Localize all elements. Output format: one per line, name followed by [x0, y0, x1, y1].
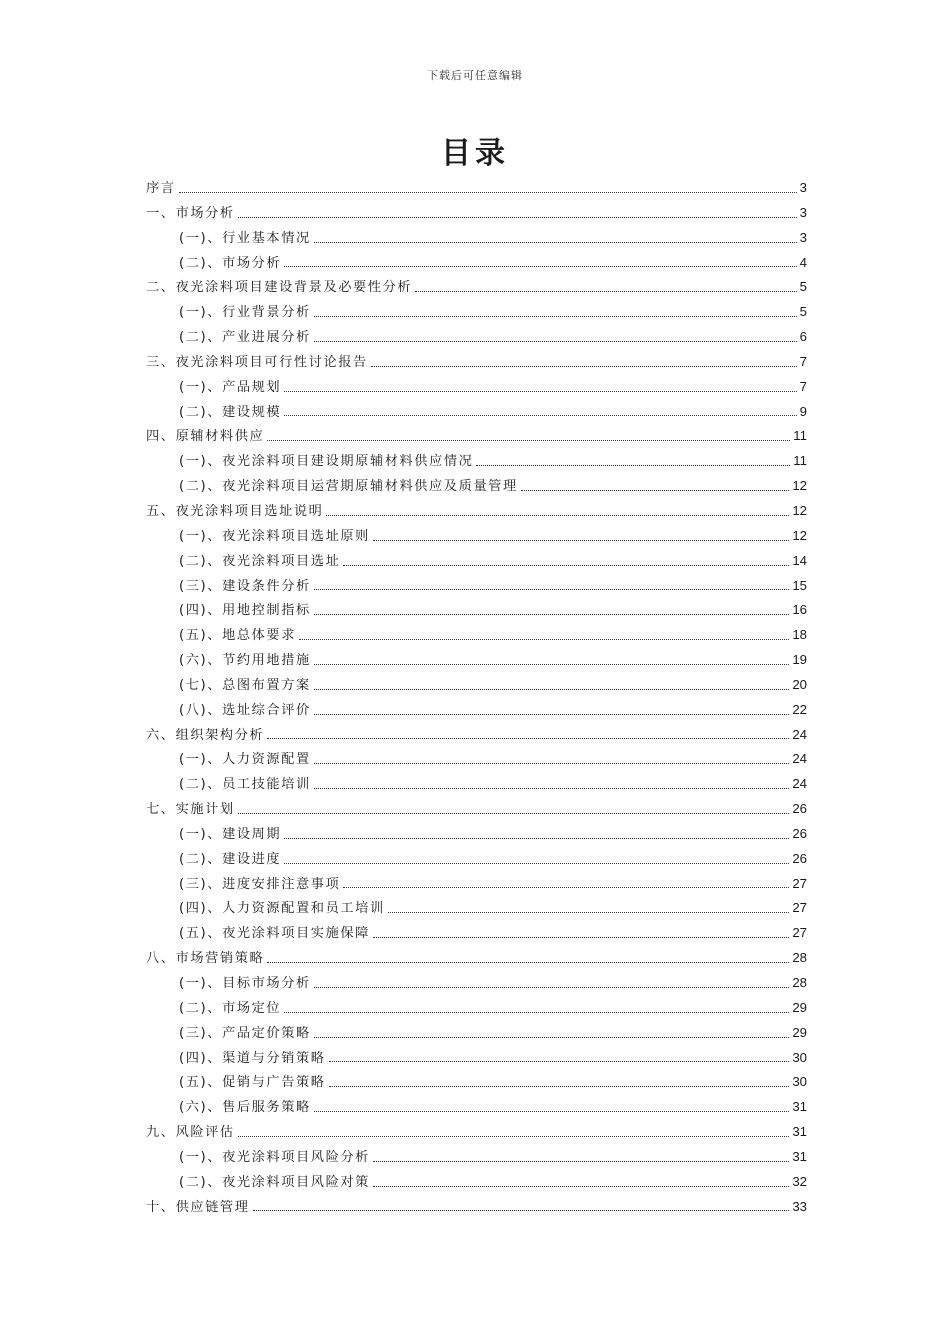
toc-dot-leader [314, 987, 790, 988]
toc-dot-leader [314, 763, 790, 764]
toc-entry-page: 14 [792, 552, 807, 568]
toc-dot-leader [326, 515, 789, 516]
toc-entry[interactable] [146, 724, 807, 749]
toc-dot-leader [284, 863, 789, 864]
toc-entry[interactable] [146, 301, 807, 326]
toc-entry-page: 29 [792, 999, 807, 1015]
toc-entry-label: (一)、产品规划 [179, 379, 282, 395]
toc-dot-leader [314, 614, 790, 615]
toc-dot-leader [388, 912, 790, 913]
toc-entry-label: 七、实施计划 [146, 802, 235, 818]
toc-dot-leader [415, 291, 796, 292]
toc-entry-label: 四、原辅材料供应 [146, 429, 265, 445]
toc-entry-label: (二)、市场定位 [179, 1000, 282, 1016]
table-of-contents [146, 177, 807, 1220]
toc-entry-page: 30 [792, 1049, 807, 1065]
toc-entry[interactable] [146, 177, 807, 202]
toc-entry-label: (六)、节约用地措施 [179, 653, 311, 669]
toc-entry-label: (三)、建设条件分析 [179, 578, 311, 594]
toc-entry[interactable] [146, 276, 807, 301]
toc-entry-label: (五)、地总体要求 [179, 628, 297, 644]
toc-entry[interactable] [146, 1047, 807, 1072]
toc-entry-page: 6 [799, 329, 807, 345]
toc-entry[interactable] [146, 252, 807, 277]
toc-dot-leader [238, 1136, 790, 1137]
toc-entry-label: (二)、夜光涂料项目运营期原辅材料供应及质量管理 [179, 479, 518, 495]
toc-entry[interactable] [146, 450, 807, 475]
toc-entry[interactable] [146, 525, 807, 550]
toc-entry-label: (二)、夜光涂料项目风险对策 [179, 1174, 370, 1190]
toc-entry-label: (二)、夜光涂料项目选址 [179, 553, 341, 569]
toc-dot-leader [314, 242, 797, 243]
toc-entry-label: (二)、建设进度 [179, 851, 282, 867]
toc-entry-page: 31 [792, 1124, 807, 1140]
toc-dot-leader [314, 664, 790, 665]
toc-dot-leader [284, 415, 796, 416]
toc-entry-label: (一)、建设周期 [179, 826, 282, 842]
toc-entry-page: 18 [792, 627, 807, 643]
toc-entry-page: 26 [792, 801, 807, 817]
toc-entry[interactable] [146, 1096, 807, 1121]
toc-entry[interactable] [146, 1146, 807, 1171]
toc-entry-page: 9 [799, 403, 807, 419]
toc-entry-page: 26 [792, 825, 807, 841]
toc-entry[interactable] [146, 773, 807, 798]
toc-entry-label: (一)、夜光涂料项目选址原则 [179, 528, 370, 544]
toc-entry-page: 11 [793, 453, 807, 469]
toc-entry-label: (二)、员工技能培训 [179, 777, 311, 793]
toc-dot-leader [314, 689, 790, 690]
toc-entry[interactable] [146, 997, 807, 1022]
toc-entry-label: (五)、夜光涂料项目实施保障 [179, 926, 370, 942]
toc-entry-label: 六、组织架构分析 [146, 727, 265, 743]
toc-entry-page: 27 [792, 900, 807, 916]
toc-entry-label: 十、供应链管理 [146, 1199, 250, 1215]
toc-entry[interactable] [146, 599, 807, 624]
toc-entry-page: 12 [792, 527, 807, 543]
toc-entry-page: 31 [792, 1148, 807, 1164]
toc-entry-label: 八、市场营销策略 [146, 951, 265, 967]
toc-dot-leader [238, 217, 797, 218]
toc-entry-page: 3 [799, 229, 807, 245]
toc-dot-leader [373, 540, 789, 541]
toc-entry-label: (七)、总图布置方案 [179, 677, 311, 693]
toc-entry-page: 19 [792, 652, 807, 668]
toc-dot-leader [329, 1086, 790, 1087]
toc-entry[interactable] [146, 848, 807, 873]
toc-entry-page: 5 [799, 279, 807, 295]
toc-dot-leader [314, 589, 790, 590]
toc-entry-page: 11 [793, 428, 807, 444]
toc-entry-label: (四)、人力资源配置和员工培训 [179, 901, 385, 917]
toc-entry[interactable] [146, 227, 807, 252]
toc-dot-leader [314, 714, 790, 715]
toc-entry-page: 30 [792, 1074, 807, 1090]
toc-dot-leader [284, 838, 789, 839]
toc-entry-page: 5 [799, 304, 807, 320]
toc-entry[interactable] [146, 376, 807, 401]
toc-entry-label: (一)、夜光涂料项目风险分析 [179, 1149, 370, 1165]
toc-entry-label: (一)、行业背景分析 [179, 305, 311, 321]
toc-entry-label: (一)、夜光涂料项目建设期原辅材料供应情况 [179, 454, 474, 470]
toc-dot-leader [476, 465, 790, 466]
toc-entry[interactable] [146, 972, 807, 997]
toc-entry-label: (三)、进度安排注意事项 [179, 876, 341, 892]
toc-entry[interactable] [146, 947, 807, 972]
toc-entry-label: (五)、促销与广告策略 [179, 1075, 326, 1091]
toc-entry[interactable] [146, 922, 807, 947]
toc-entry-page: 33 [792, 1198, 807, 1214]
toc-entry-label: 序言 [146, 181, 176, 196]
toc-entry-page: 28 [792, 950, 807, 966]
toc-entry-label: (二)、市场分析 [179, 255, 282, 271]
toc-entry-page: 12 [792, 478, 807, 494]
toc-dot-leader [343, 565, 789, 566]
toc-dot-leader [284, 1012, 789, 1013]
toc-dot-leader [314, 1037, 790, 1038]
toc-dot-leader [373, 1186, 789, 1187]
toc-entry-page: 20 [792, 676, 807, 692]
toc-entry-page: 26 [792, 850, 807, 866]
page-title: 目录 [441, 136, 509, 171]
toc-dot-leader [314, 316, 797, 317]
toc-entry-label: (一)、行业基本情况 [179, 230, 311, 246]
toc-dot-leader [314, 341, 797, 342]
toc-entry-page: 31 [792, 1099, 807, 1115]
toc-entry-page: 24 [792, 776, 807, 792]
toc-dot-leader [343, 887, 789, 888]
toc-entry-label: (一)、目标市场分析 [179, 976, 311, 991]
toc-entry[interactable] [146, 823, 807, 848]
toc-entry[interactable] [146, 649, 807, 674]
toc-entry[interactable] [146, 798, 807, 823]
toc-dot-leader [314, 1111, 790, 1112]
toc-entry[interactable] [146, 401, 807, 426]
toc-entry[interactable] [146, 699, 807, 724]
toc-dot-leader [267, 738, 789, 739]
toc-dot-leader [179, 192, 797, 193]
toc-dot-leader [314, 788, 790, 789]
toc-dot-leader [267, 440, 790, 441]
toc-entry[interactable] [146, 1196, 807, 1221]
toc-entry[interactable] [146, 674, 807, 699]
toc-entry-page: 22 [792, 701, 807, 717]
toc-entry-page: 24 [792, 751, 807, 767]
toc-entry-label: 二、夜光涂料项目建设背景及必要性分析 [146, 280, 413, 296]
toc-dot-leader [329, 1061, 790, 1062]
toc-entry-page: 27 [792, 925, 807, 941]
toc-entry-page: 12 [792, 502, 807, 518]
toc-entry-page: 4 [799, 254, 807, 270]
toc-dot-leader [267, 962, 789, 963]
toc-entry[interactable] [146, 475, 807, 500]
toc-entry-page: 32 [792, 1173, 807, 1189]
toc-entry-page: 7 [799, 353, 807, 369]
toc-entry-label: (四)、渠道与分销策略 [179, 1050, 326, 1066]
toc-dot-leader [373, 1161, 789, 1162]
toc-dot-leader [284, 391, 796, 392]
toc-entry-page: 15 [792, 577, 807, 593]
toc-entry-label: 一、市场分析 [146, 205, 235, 221]
toc-entry-page: 7 [799, 378, 807, 394]
toc-entry-label: (二)、产业进展分析 [179, 330, 311, 346]
toc-entry[interactable] [146, 575, 807, 600]
toc-dot-leader [521, 490, 790, 491]
toc-entry[interactable] [146, 897, 807, 922]
toc-entry-label: (二)、建设规模 [179, 404, 282, 420]
toc-entry[interactable] [146, 873, 807, 898]
toc-entry-page: 3 [799, 180, 807, 195]
toc-entry[interactable] [146, 1071, 807, 1096]
toc-dot-leader [253, 1210, 790, 1211]
toc-entry-page: 27 [792, 875, 807, 891]
toc-entry[interactable] [146, 624, 807, 649]
toc-dot-leader [371, 366, 797, 367]
toc-dot-leader [299, 639, 789, 640]
toc-entry-label: (六)、售后服务策略 [179, 1100, 311, 1116]
toc-entry-label: 三、夜光涂料项目可行性讨论报告 [146, 354, 368, 370]
header-note: 下载后可任意编辑 [427, 69, 523, 82]
toc-entry[interactable] [146, 748, 807, 773]
toc-entry[interactable] [146, 326, 807, 351]
toc-dot-leader [284, 266, 796, 267]
toc-entry[interactable] [146, 425, 807, 450]
toc-entry-page: 28 [792, 975, 807, 990]
toc-entry[interactable] [146, 500, 807, 525]
toc-entry[interactable] [146, 550, 807, 575]
toc-entry[interactable] [146, 351, 807, 376]
toc-entry[interactable] [146, 1121, 807, 1146]
toc-entry[interactable] [146, 202, 807, 227]
toc-entry-label: (一)、人力资源配置 [179, 752, 311, 768]
toc-dot-leader [238, 813, 790, 814]
toc-entry-page: 16 [792, 602, 807, 618]
toc-entry-label: (八)、选址综合评价 [179, 702, 311, 718]
toc-entry-label: 五、夜光涂料项目选址说明 [146, 503, 324, 519]
toc-entry-page: 24 [792, 726, 807, 742]
toc-entry-label: (三)、产品定价策略 [179, 1025, 311, 1041]
toc-entry-label: 九、风险评估 [146, 1125, 235, 1141]
toc-entry-page: 3 [799, 204, 807, 220]
toc-entry[interactable] [146, 1022, 807, 1047]
toc-entry-page: 29 [792, 1024, 807, 1040]
toc-entry-label: (四)、用地控制指标 [179, 603, 311, 619]
toc-entry[interactable] [146, 1171, 807, 1196]
toc-dot-leader [373, 937, 789, 938]
